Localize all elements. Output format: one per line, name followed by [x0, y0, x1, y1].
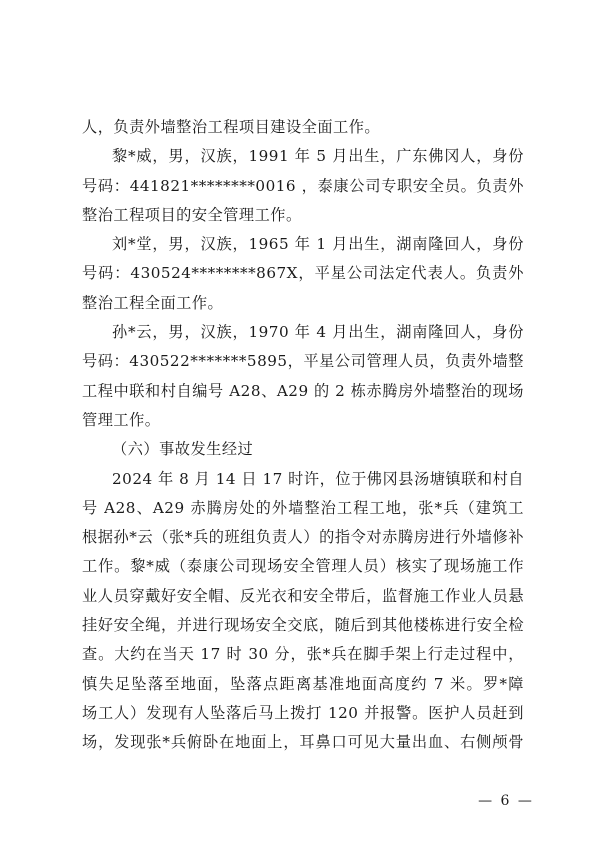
text-line: 工作。黎*威（泰康公司现场安全管理人员）核实了现场施工作	[82, 557, 524, 576]
section-heading: （六）事故发生经过	[112, 440, 254, 459]
text-line: 业人员穿戴好安全帽、反光衣和安全带后，监督施工作业人员悬	[82, 586, 524, 605]
text-line: 号码：441821********0016 ，泰康公司专职安全员。负责外	[82, 176, 524, 195]
document-body	[82, 113, 524, 758]
page-number: — 6 —	[478, 793, 534, 809]
text-line: 孙*云，男，汉族，1970 年 4 月出生，湖南隆回人，身份	[112, 323, 524, 342]
text-line: 号码：430524********867X，平星公司法定代表人。负责外	[82, 264, 524, 283]
text-line: 号 A28、A29 赤腾房处的外墙整治工程工地，张*兵（建筑工	[82, 498, 524, 517]
text-line: 整治工程全面工作。	[82, 293, 224, 312]
text-line: 人，负责外墙整治工程项目建设全面工作。	[82, 118, 381, 136]
text-line: 刘*堂，男，汉族，1965 年 1 月出生，湖南隆回人，身份	[112, 235, 524, 254]
text-line: 根据孙*云（张*兵的班组负责人）的指令对赤腾房进行外墙修补	[82, 528, 524, 547]
text-line: 工程中联和村自编号 A28、A29 的 2 栋赤腾房外墙整治的现场	[82, 381, 524, 400]
text-line: 慎失足坠落至地面，坠落点距离基准地面高度约 7 米。罗*障	[82, 674, 524, 693]
text-line: 整治工程项目的安全管理工作。	[82, 205, 302, 224]
text-line: 黎*威，男，汉族，1991 年 5 月出生，广东佛冈人，身份	[112, 147, 524, 166]
text-line: 查。大约在当天 17 时 30 分，张*兵在脚手架上行走过程中，	[82, 645, 524, 664]
text-line: 场，发现张*兵俯卧在地面上，耳鼻口可见大量出血、右侧颅骨	[82, 733, 524, 752]
text-line: 场工人）发现有人坠落后马上拨打 120 并报警。医护人员赶到	[82, 703, 524, 722]
text-line: 管理工作。	[82, 410, 161, 429]
text-line: 号码：430522*******5895，平星公司管理人员，负责外墙整	[82, 352, 524, 371]
text-line: 2024 年 8 月 14 日 17 时许，位于佛冈县汤塘镇联和村自	[112, 469, 524, 488]
text-line: 挂好安全绳，并进行现场安全交底，随后到其他楼栋进行安全检	[82, 616, 524, 635]
